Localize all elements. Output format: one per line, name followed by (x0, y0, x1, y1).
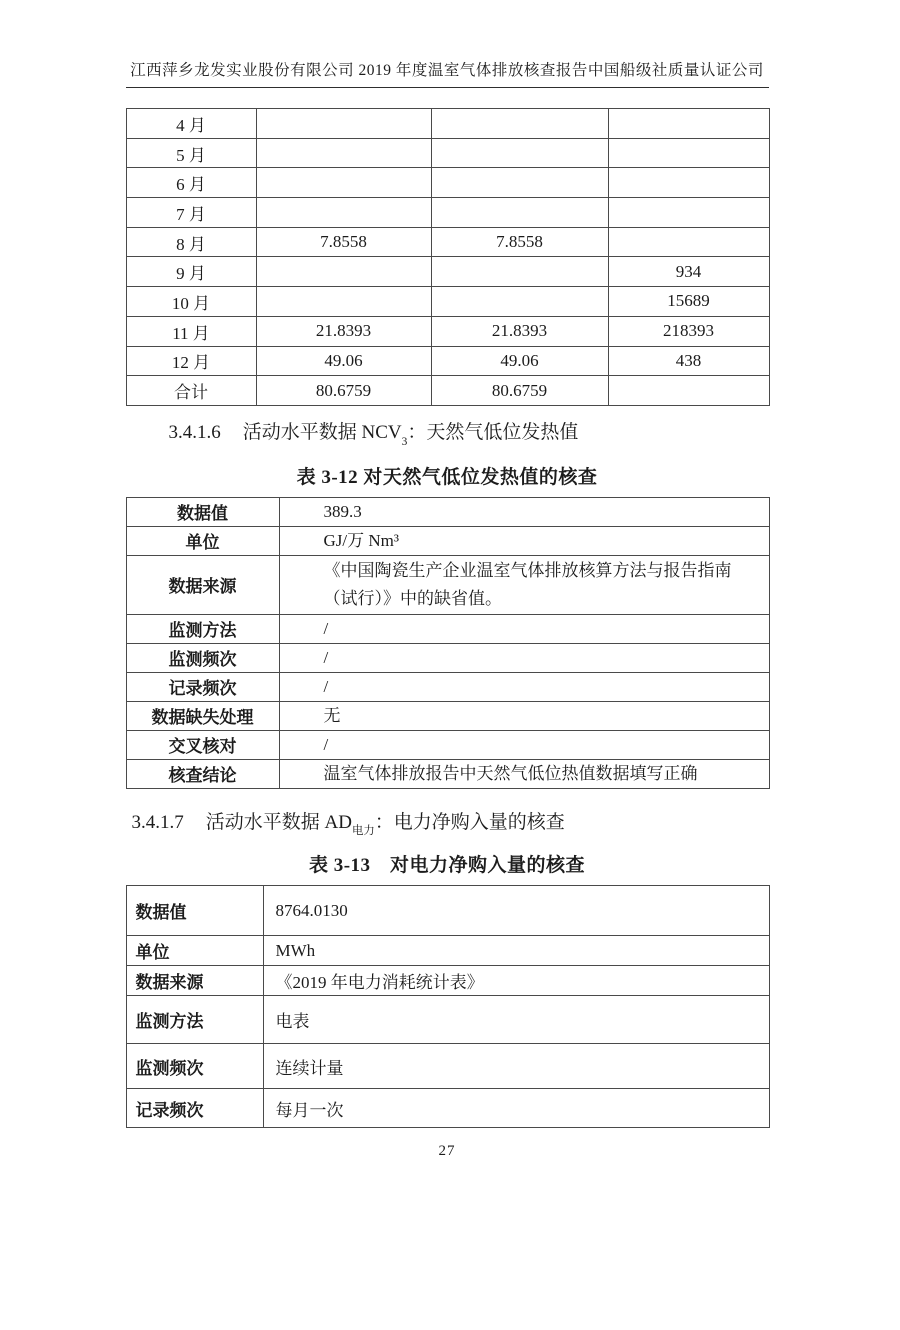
value-cell (431, 168, 608, 198)
value-cell: 21.8393 (431, 316, 608, 346)
table-row (126, 526, 769, 555)
section-number: 3.4.1.6 (168, 421, 221, 443)
table-row-total (126, 376, 769, 406)
month-cell: 10 月 (126, 287, 256, 317)
row-value: 《2019 年电力消耗统计表》 (263, 966, 769, 996)
row-label: 监测频次 (126, 643, 279, 672)
section-title: 活动水平数据 AD (205, 811, 352, 833)
table-row (126, 227, 769, 257)
section-number: 3.4.1.7 (131, 811, 184, 833)
value-cell: 438 (608, 346, 769, 376)
table-row (126, 138, 769, 168)
value-cell (431, 287, 608, 317)
row-label: 监测方法 (126, 614, 279, 643)
table-row (126, 257, 769, 287)
value-cell (608, 198, 769, 228)
value-cell: 21.8393 (256, 316, 431, 346)
row-label: 数据值 (126, 497, 279, 526)
table-3-12-caption: 表 3-12 对天然气低位发热值的核查 (296, 466, 598, 488)
value-cell: 934 (608, 257, 769, 287)
row-value: / (279, 672, 769, 701)
total-label-cell: 合计 (126, 376, 256, 406)
table-row (126, 497, 769, 526)
table-row (126, 168, 769, 198)
table-row (126, 1089, 769, 1128)
month-cell: 11 月 (126, 316, 256, 346)
row-label: 记录频次 (126, 1089, 263, 1128)
page-number: 27 (438, 1143, 456, 1160)
section-title-rest: ：电力净购入量的核查 (374, 811, 565, 833)
value-cell: 49.06 (256, 346, 431, 376)
value-cell: 80.6759 (256, 376, 431, 406)
value-cell: 7.8558 (431, 227, 608, 257)
section-title-subscript: 3 (401, 435, 408, 448)
row-value: 电表 (263, 996, 769, 1044)
value-cell (431, 198, 608, 228)
table-row (126, 996, 769, 1044)
value-cell (256, 198, 431, 228)
table-row (126, 759, 769, 788)
month-cell: 8 月 (126, 227, 256, 257)
section-heading-3416 (169, 417, 769, 446)
value-cell (431, 109, 608, 139)
value-cell: 7.8558 (256, 227, 431, 257)
row-value: / (279, 643, 769, 672)
table-row (126, 555, 769, 614)
table-3-13 (126, 885, 770, 1128)
table-row (126, 614, 769, 643)
row-label: 核查结论 (126, 759, 279, 788)
value-cell (608, 168, 769, 198)
row-value: 无 (279, 701, 769, 730)
table-row (126, 198, 769, 228)
row-value: 温室气体排放报告中天然气低位热值数据填写正确 (279, 759, 769, 788)
table-row (126, 109, 769, 139)
value-cell: 218393 (608, 316, 769, 346)
row-value: 8764.0130 (263, 886, 769, 936)
table-row (126, 287, 769, 317)
row-value: 连续计量 (263, 1044, 769, 1089)
row-label: 数据来源 (126, 966, 263, 996)
value-cell (431, 138, 608, 168)
row-label: 单位 (126, 936, 263, 966)
table-row (126, 886, 769, 936)
table-row (126, 346, 769, 376)
row-label: 单位 (126, 526, 279, 555)
value-cell (256, 109, 431, 139)
table-row (126, 936, 769, 966)
row-label: 监测频次 (126, 1044, 263, 1089)
section-title-rest: ：天然气低位发热值 (407, 421, 579, 443)
row-value: 389.3 (279, 497, 769, 526)
section-title: 活动水平数据 NCV (242, 421, 402, 443)
table-3-12 (126, 497, 770, 789)
month-cell: 7 月 (126, 198, 256, 228)
row-value: GJ/万 Nm³ (279, 526, 769, 555)
value-cell: 80.6759 (431, 376, 608, 406)
row-label: 交叉核对 (126, 730, 279, 759)
table-row (126, 672, 769, 701)
table-3-13-caption: 表 3-13 对电力净购入量的核查 (308, 855, 586, 877)
value-cell: 49.06 (431, 346, 608, 376)
row-value: / (279, 614, 769, 643)
table-row (126, 966, 769, 996)
value-cell (431, 257, 608, 287)
row-label: 数据值 (126, 886, 263, 936)
row-label: 记录频次 (126, 672, 279, 701)
value-cell (256, 257, 431, 287)
month-cell: 4 月 (126, 109, 256, 139)
month-cell: 9 月 (126, 257, 256, 287)
row-value: / (279, 730, 769, 759)
table-row (126, 643, 769, 672)
month-cell: 12 月 (126, 346, 256, 376)
row-value: 每月一次 (263, 1089, 769, 1128)
section-heading-3417 (132, 807, 769, 837)
section-title-subscript: 电力 (351, 825, 375, 838)
value-cell (256, 287, 431, 317)
value-cell (256, 168, 431, 198)
table-row (126, 316, 769, 346)
value-cell (608, 138, 769, 168)
value-cell (256, 138, 431, 168)
monthly-data-table (126, 108, 770, 406)
table-row (126, 730, 769, 759)
document-page (126, 58, 769, 1160)
month-cell: 6 月 (126, 168, 256, 198)
row-label: 数据来源 (126, 555, 279, 614)
value-cell (608, 227, 769, 257)
value-cell: 15689 (608, 287, 769, 317)
running-header: 江西萍乡龙发实业股份有限公司 2019 年度温室气体排放核查报告中国船级社质量认证公司 (126, 58, 769, 88)
month-cell: 5 月 (126, 138, 256, 168)
row-value: MWh (263, 936, 769, 966)
row-label: 数据缺失处理 (126, 701, 279, 730)
value-cell (608, 109, 769, 139)
table-row (126, 1044, 769, 1089)
row-value: 《中国陶瓷生产企业温室气体排放核算方法与报告指南（试行）》中的缺省值。 (279, 555, 769, 614)
row-label: 监测方法 (126, 996, 263, 1044)
value-cell (608, 376, 769, 406)
table-row (126, 701, 769, 730)
